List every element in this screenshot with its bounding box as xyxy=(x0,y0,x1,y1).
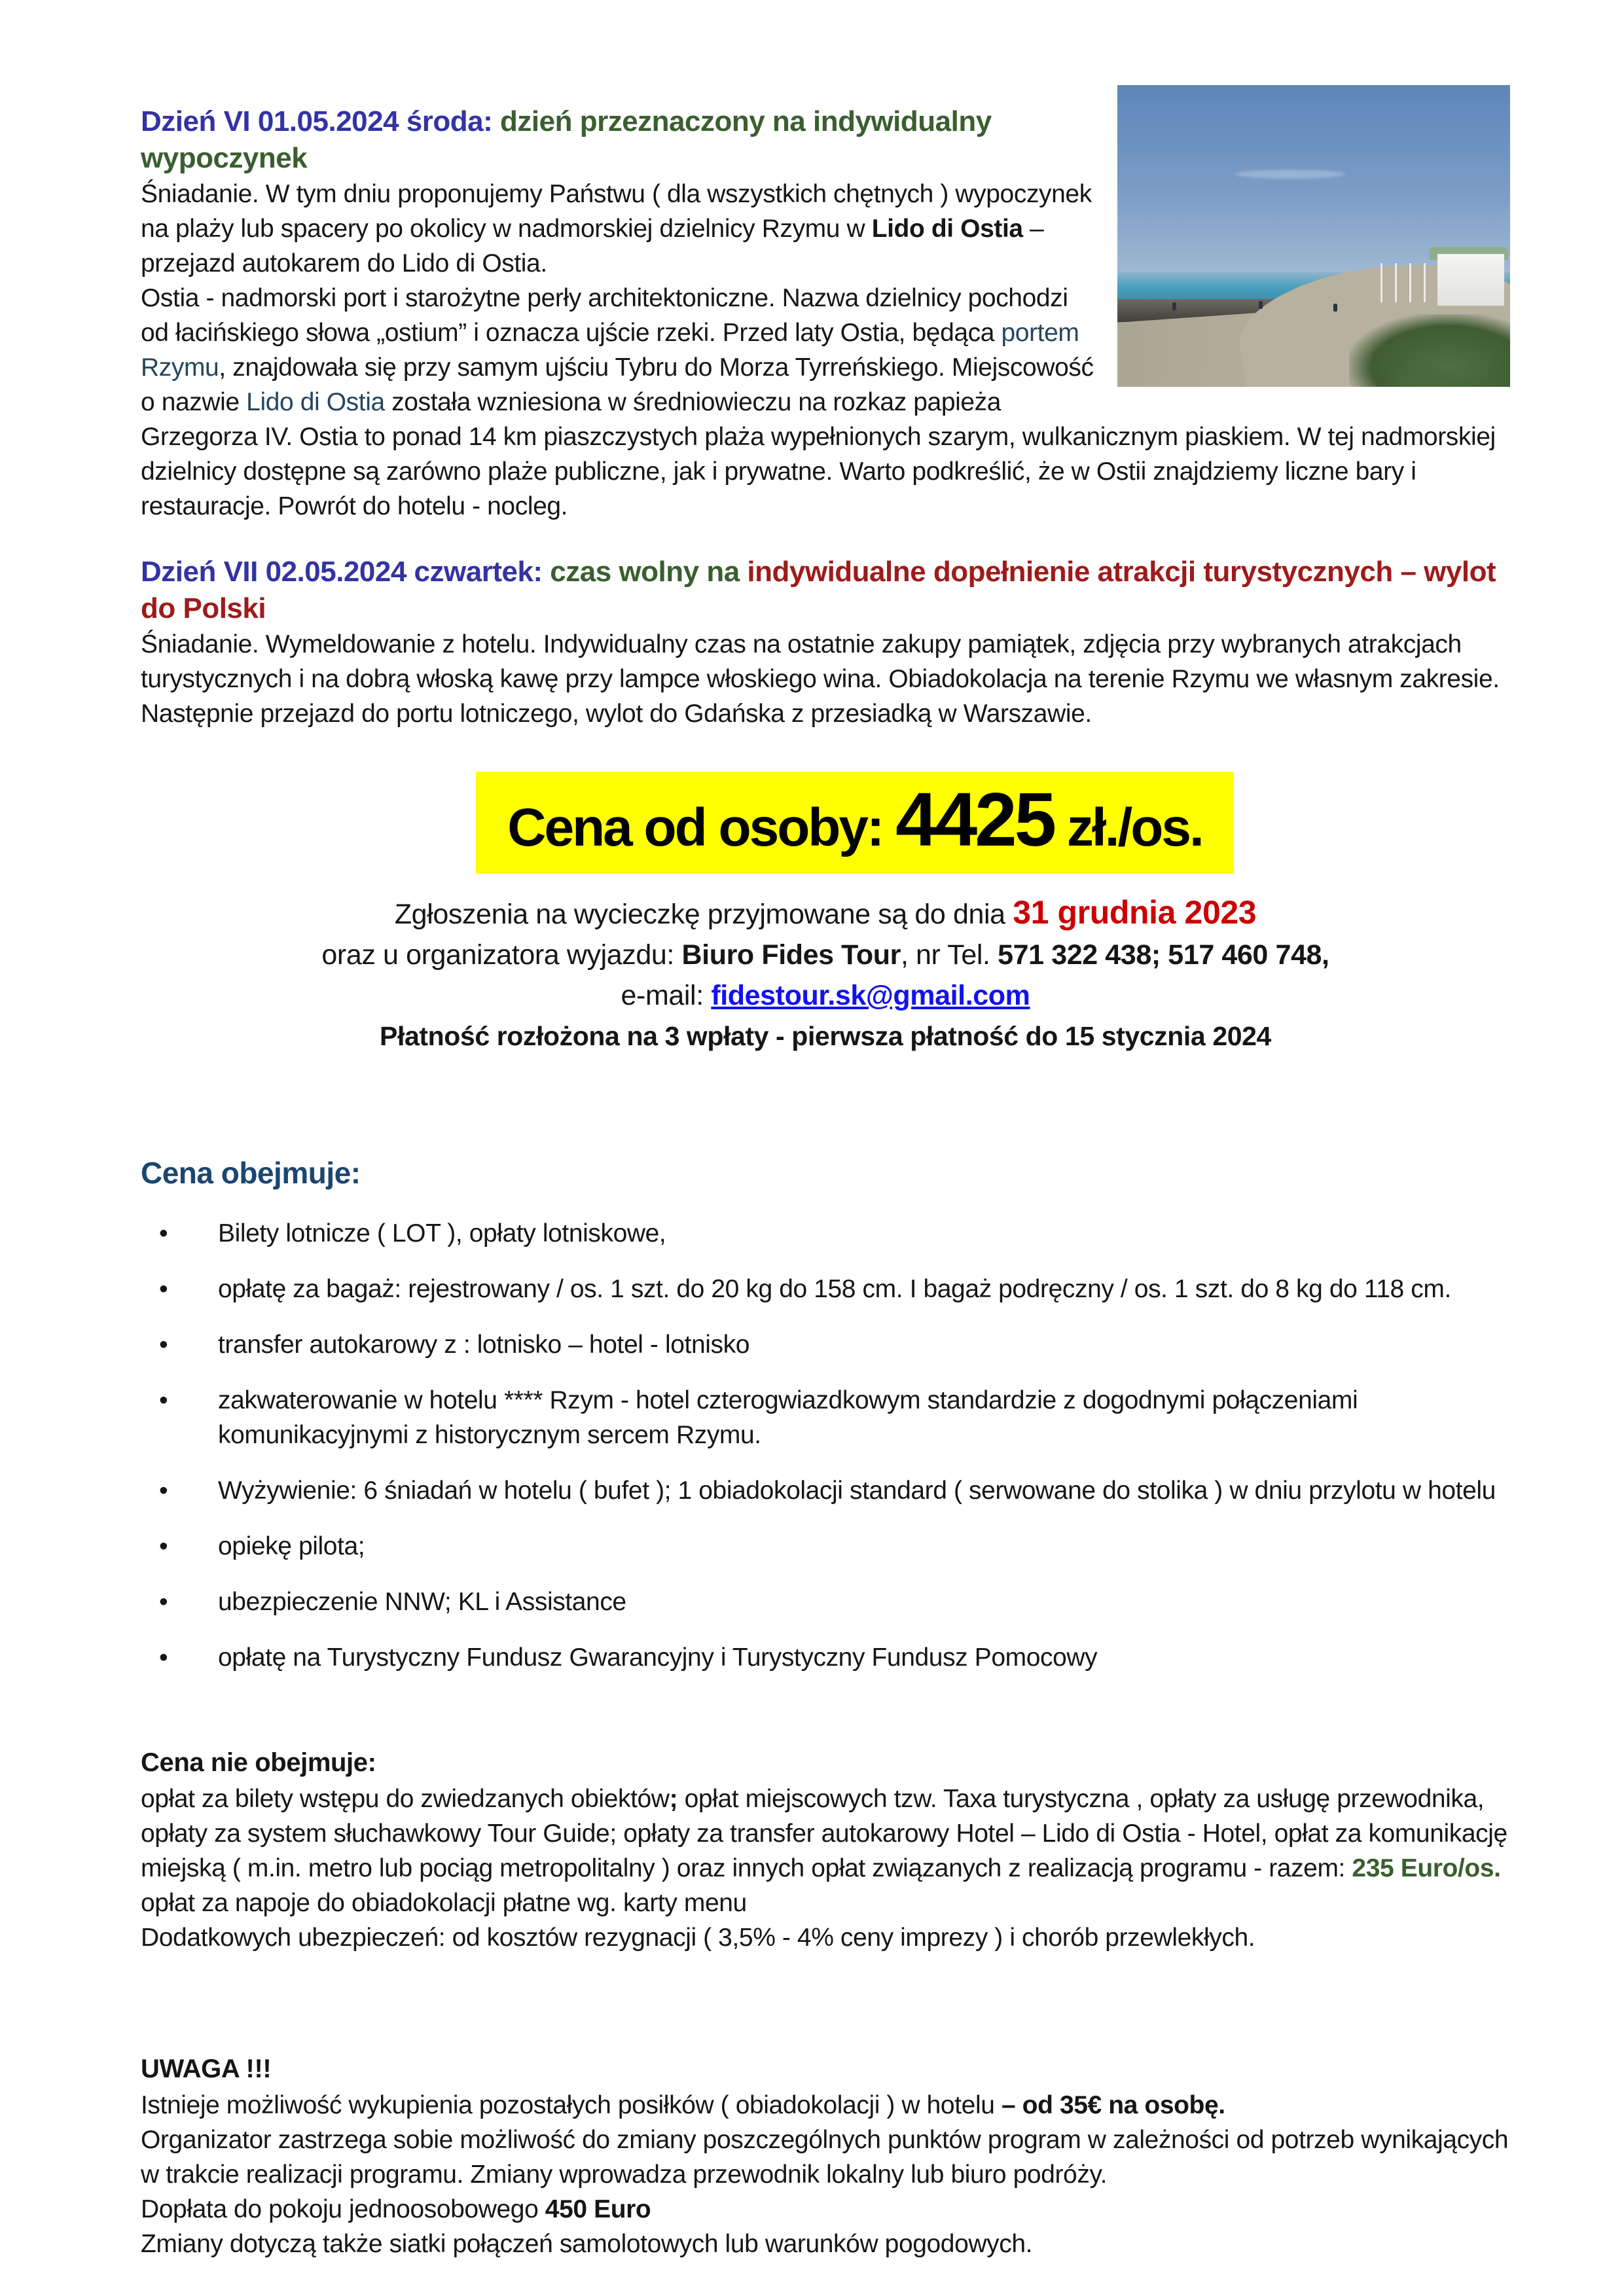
excludes-heading: Cena nie obejmuje: xyxy=(141,1748,376,1777)
list-item xyxy=(141,1529,1510,1564)
email-label: e-mail: xyxy=(621,980,712,1011)
beach-photo xyxy=(1117,85,1510,387)
includes-item-text: opłatę na Turystyczny Fundusz Gwarancyjny i Turystyczny Fundusz Pomocowy xyxy=(218,1643,1098,1672)
uwaga-l3-price: 450 Euro xyxy=(545,2195,651,2223)
bullet-icon: • xyxy=(159,1386,168,1414)
excludes-paragraph-1 xyxy=(141,1782,1510,1886)
list-item xyxy=(141,1272,1510,1306)
includes-item-text: transfer autokarowy z : lotnisko – hotel - lotnisko xyxy=(218,1331,749,1359)
day6-heading-date: Dzień VI 01.05.2024 środa: xyxy=(141,105,501,137)
signup-organizer-name: Biuro Fides Tour xyxy=(681,939,901,971)
day7-heading-date: Dzień VII 02.05.2024 czwartek: xyxy=(141,556,550,588)
signup-phone-numbers: 571 322 438; 517 460 748, xyxy=(998,939,1329,971)
bullet-icon: • xyxy=(159,1219,168,1247)
includes-item-text: ubezpieczenie NNW; KL i Assistance xyxy=(218,1588,626,1616)
day7-heading xyxy=(141,554,1510,627)
photo-person xyxy=(1172,302,1176,310)
uwaga-line-4: Zmiany dotyczą także siatki połączeń samolotowych lub warunków pogodowych. xyxy=(141,2230,1033,2258)
photo-cloud xyxy=(1235,170,1345,179)
photo-shrub-small xyxy=(1384,363,1455,387)
signup-deadline-date: 31 grudnia 2023 xyxy=(1013,894,1257,931)
price-unit: zł./os. xyxy=(1054,798,1202,857)
bullet-icon: • xyxy=(159,1275,168,1303)
bullet-icon: • xyxy=(159,1643,168,1672)
excludes-body xyxy=(141,1782,1510,1955)
signup-deadline-line xyxy=(141,892,1510,935)
bullet-icon: • xyxy=(159,1588,168,1616)
bullet-icon: • xyxy=(159,1532,168,1560)
signup-deadline-text: Zgłoszenia na wycieczkę przyjmowane są do dnia xyxy=(394,899,1013,930)
photo-person xyxy=(1333,304,1337,312)
day6-heading-title: dzień przeznaczony na indywidualny wypoczynek xyxy=(141,105,992,174)
excludes-paragraph-2: opłat za napoje do obiadokolacji płatne wg. karty menu xyxy=(141,1889,747,1917)
day6-p2-text: Ostia - nadmorski port i starożytne perły architektoniczne. Nazwa dzielnicy pochodzi od łacińskiego słowa „ostium” i oznacza ujście rzeki. Przed laty Ostia, będąca xyxy=(141,284,1068,347)
section-day6 xyxy=(141,103,1510,524)
excludes-paragraph-3: Dodatkowych ubezpieczeń: od kosztów rezygnacji ( 3,5% - 4% ceny imprezy ) i chorób przewlekłych. xyxy=(141,1924,1255,1952)
excludes-extra-price: 235 Euro/os. xyxy=(1352,1854,1501,1882)
signup-block xyxy=(141,892,1510,1056)
day6-p2-place2: Lido di Ostia xyxy=(246,388,385,416)
section-day7 xyxy=(141,554,1510,731)
payment-terms-line: Płatność rozłożona na 3 wpłaty - pierwsza płatność do 15 stycznia 2024 xyxy=(380,1021,1271,1051)
excludes-p1-text2: opłat miejscowych tzw. Taxa turystyczna , opłaty za usługę przewodnika, opłaty za system słuchawkowy Tour Guide; opłaty za transfer autokarowy Hotel – Lido di Ostia - Hotel, opłat za komunikację miejską ( m.in. metro lub pociąg metropolitalny ) oraz innych opłat związanych z realizacją programu - razem: xyxy=(141,1785,1507,1882)
day7-paragraph: Śniadanie. Wymeldowanie z hotelu. Indywidualny czas na ostatnie zakupy pamiątek, zdjęcia przy wybranych atrakcjach turystycznych i na dobrą włoską kawę przy lampce włoskiego wina. Obiadokolacja na terenie Rzymu we własnym zakresie. Następnie przejazd do portu lotniczego, wylot do Gdańska z przesiadką w Warszawie. xyxy=(141,630,1500,728)
uwaga-l1-price: – od 35€ na osobę. xyxy=(1001,2091,1225,2119)
photo-person xyxy=(1259,301,1263,309)
includes-list xyxy=(141,1216,1510,1675)
signup-organizer-text2: , nr Tel. xyxy=(900,939,998,971)
signup-email-line xyxy=(141,975,1510,1016)
list-item xyxy=(141,1383,1510,1452)
price-label: Cena od osoby: xyxy=(507,798,896,857)
includes-item-text: Bilety lotnicze ( LOT ), opłaty lotniskowe, xyxy=(218,1219,666,1247)
day7-heading-free-time: czas wolny na xyxy=(550,556,748,588)
price-value: 4425 xyxy=(895,777,1055,862)
excludes-p1-semicolon: ; xyxy=(669,1785,678,1813)
photo-building xyxy=(1437,254,1504,305)
day6-p1-text: Śniadanie. W tym dniu proponujemy Państwu ( dla wszystkich chętnych ) wypoczynek na plaży lub spacery po okolicy w nadmorskiej dzielnicy Rzymu w xyxy=(141,180,1092,243)
uwaga-line-1 xyxy=(141,2088,1510,2123)
list-item xyxy=(141,1640,1510,1675)
list-item xyxy=(141,1327,1510,1362)
day6-p2-text3: została wzniesiona w średniowieczu na rozkaz papieża Grzegorza IV. Ostia to ponad 14 km piaszczystych plaża wypełnionych szarym, wulkanicznym piaskiem. W tej nadmorskiej dzielnicy dostępne są zarówno plaże publiczne, jak i prywatne. Warto podkreślić, że w Ostii znajdziemy liczne bary i restauracje. Powrót do hotelu - nocleg. xyxy=(141,388,1496,520)
day6-p2-text2: , znajdowała się przy samym ujściu Tybru do Morza Tyrreńskiego. Miejscowość o nazwie xyxy=(141,353,1094,416)
includes-item-text: opiekę pilota; xyxy=(218,1532,365,1560)
list-item xyxy=(141,1585,1510,1619)
uwaga-line-3 xyxy=(141,2192,1510,2227)
email-link[interactable]: fidestour.sk@gmail.com xyxy=(711,980,1030,1011)
uwaga-l3-text: Dopłata do pokoju jednoosobowego xyxy=(141,2195,545,2223)
uwaga-l1-text: Istnieje możliwość wykupienia pozostałych posiłków ( obiadokolacji ) w hotelu xyxy=(141,2091,1001,2119)
uwaga-heading: UWAGA !!! xyxy=(141,2054,272,2083)
includes-item-text: opłatę za bagaż: rejestrowany / os. 1 szt. do 20 kg do 158 cm. I bagaż podręczny / os. 1 szt. do 8 kg do 118 cm. xyxy=(218,1275,1451,1303)
includes-item-text: Wyżywienie: 6 śniadań w hotelu ( bufet ); 1 obiadokolacji standard ( serwowane do stolika ) w dniu przylotu w hotelu xyxy=(218,1477,1496,1505)
excludes-p1-text: opłat za bilety wstępu do zwiedzanych obiektów xyxy=(141,1785,670,1813)
uwaga-line-2: Organizator zastrzega sobie możliwość do zmiany poszczególnych punktów program w zależności od potrzeb wynikających w trakcie realizacji programu. Zmiany wprowadza przewodnik lokalny lub biuro podróży. xyxy=(141,2126,1509,2189)
includes-item-text: zakwaterowanie w hotelu **** Rzym - hotel czterogwiazdkowym standardzie z dogodnymi połączeniami komunikacyjnymi z historycznym sercem Rzymu. xyxy=(218,1386,1358,1449)
day7-heading-title: indywidualne dopełnienie atrakcji turystycznych – wylot do Polski xyxy=(141,556,1496,624)
document-content xyxy=(141,103,1510,2261)
day6-p2-place1: portem Rzymu xyxy=(141,319,1079,382)
bullet-icon: • xyxy=(159,1331,168,1359)
signup-organizer-line xyxy=(141,935,1510,975)
price-banner xyxy=(476,772,1234,874)
day6-p1-text2: – przejazd autokarem do Lido di Ostia. xyxy=(141,215,1044,278)
day6-p1-bold: Lido di Ostia xyxy=(871,215,1023,243)
photo-pier-posts xyxy=(1380,263,1435,302)
uwaga-body xyxy=(141,2088,1510,2261)
list-item xyxy=(141,1216,1510,1251)
list-item xyxy=(141,1473,1510,1508)
signup-organizer-text: oraz u organizatora wyjazdu: xyxy=(321,939,682,971)
bullet-icon: • xyxy=(159,1477,168,1505)
uwaga-section xyxy=(141,2054,1510,2261)
includes-heading: Cena obejmuje: xyxy=(141,1156,361,1190)
price-banner-row xyxy=(141,772,1510,874)
day7-body xyxy=(141,627,1510,731)
